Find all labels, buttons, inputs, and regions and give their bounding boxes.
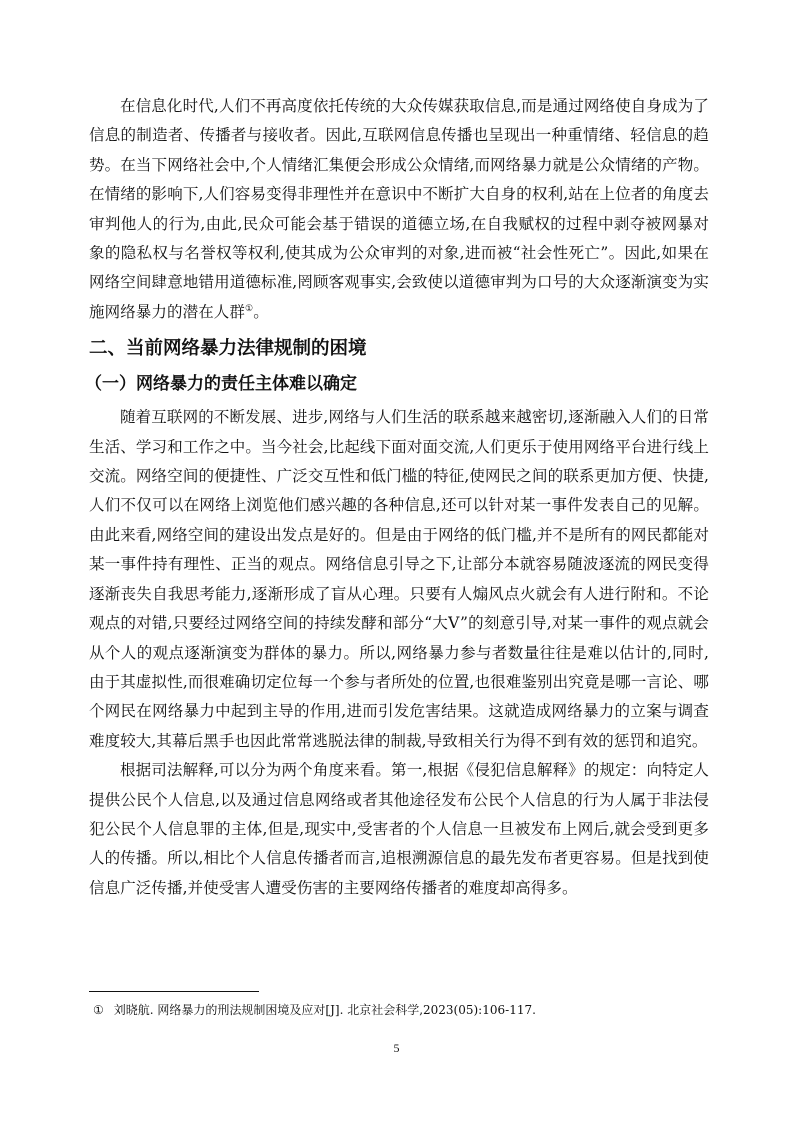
subsection-heading: （一）网络暴力的责任主体难以确定: [85, 374, 357, 395]
footnote-text: 刘晓航. 网络暴力的刑法规制困境及应对[J]. 北京社会科学,2023(05):106-117.: [113, 1003, 536, 1017]
footnote-ref[interactable]: ①: [245, 303, 254, 314]
paragraph-1: [89, 92, 709, 327]
footnote-divider: [89, 991, 259, 992]
footnote-mark: ①: [93, 1003, 104, 1017]
paragraph-2: 随着互联网的不断发展、进步,网络与人们生活的联系越来越密切,逐渐融入人们的日常生活、学习和工作之中。当今社会,比起线下面对面交流,人们更乐于使用网络平台进行线上交流。网络空间的便捷性、广泛交互性和低门槛的特征,使网民之间的联系更加方便、快捷,人们不仅可以在网络上浏览他们感兴趣的各种信息,还可以针对某一事件发表自己的见解。由此来看,网络空间的建设出发点是好的。但是由于网络的低门槛,并不是所有的网民都能对某一事件持有理性、正当的观点。网络信息引导之下,让部分本就容易随波逐流的网民变得逐渐丧失自我思考能力,逐渐形成了盲从心理。只要有人煽风点火就会有人进行附和。不论观点的对错,只要经过网络空间的持续发酵和部分“大V”的刻意引导,对某一事件的观点就会从个人的观点逐渐演变为群体的暴力。所以,网络暴力参与者数量往往是难以估计的,同时,由于其虚拟性,而很难确切定位每一个参与者所处的位置,也很难鉴别出究竟是哪一言论、哪个网民在网络暴力中起到主导的作用,进而引发危害结果。这就造成网络暴力的立案与调查难度较大,其幕后黑手也因此常常逃脱法律的制裁,导致相关行为得不到有效的惩罚和追究。: [89, 408, 709, 750]
footnote: [93, 1001, 713, 1019]
paragraph-1-text: 在信息化时代,人们不再高度依托传统的大众传媒获取信息,而是通过网络使自身成为了信息的制造者、传播者与接收者。因此,互联网信息传播也呈现出一种重情绪、轻信息的趋势。在当下网络社会中,个人情绪汇集便会形成公众情绪,而网络暴力就是公众情绪的产物。在情绪的影响下,人们容易变得非理性并在意识中不断扩大自身的权利,站在上位者的角度去审判他人的行为,由此,民众可能会基于错误的道德立场,在自我赋权的过程中剥夺被网暴对象的隐私权与名誉权等权利,使其成为公众审判的对象,进而被“社会性死亡”。因此,如果在网络空间肆意地错用道德标准,罔顾客观事实,会致使以道德审判为口号的大众逐渐演变为实施网络暴力的潜在人群: [89, 97, 709, 321]
page-number: 5: [393, 1041, 400, 1055]
paragraph-3: 根据司法解释,可以分为两个角度来看。第一,根据《侵犯信息解释》的规定：向特定人提供公民个人信息,以及通过信息网络或者其他途径发布公民个人信息的行为人属于非法侵犯公民个人信息罪的主体,但是,现实中,受害者的个人信息一旦被发布上网后,就会受到更多人的传播。所以,相比个人信息传播者而言,追根溯源信息的最先发布者更容易。但是找到使信息广泛传播,并使受害人遭受伤害的主要网络传播者的难度却高得多。: [89, 761, 709, 897]
document-body: [85, 92, 709, 903]
paragraph-1-end: 。: [253, 302, 269, 321]
section-heading: 二、当前网络暴力法律规制的困境: [89, 338, 367, 360]
